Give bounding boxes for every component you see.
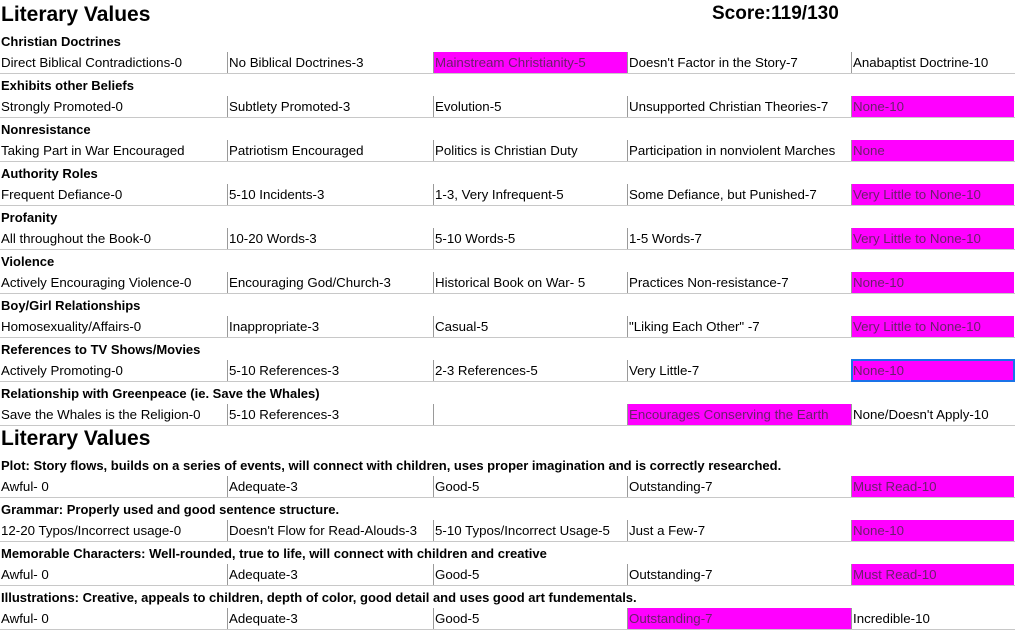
rating-cell[interactable]: None-10 [852,520,1014,541]
rating-cell[interactable]: Anabaptist Doctrine-10 [853,55,989,70]
rating-cell[interactable]: Awful- 0 [0,564,228,585]
rating-cell[interactable]: Good-5 [434,476,628,497]
rating-cell[interactable]: Very Little to None-10 [852,228,1014,249]
rating-cell[interactable]: Adequate-3 [228,608,434,629]
rating-cell[interactable]: Very Little to None-10 [852,316,1014,337]
category-header [0,74,1015,96]
rating-cell[interactable]: Outstanding-7 [628,564,852,585]
rating-cell[interactable]: 1-3, Very Infrequent-5 [434,184,628,205]
category-title[interactable]: Relationship with Greenpeace (ie. Save the Whales) [1,386,320,401]
rating-cell[interactable]: 5-10 Incidents-3 [228,184,434,205]
category-header [0,206,1015,228]
rating-row [0,404,1015,426]
rating-cell[interactable]: 1-5 Words-7 [628,228,852,249]
rating-cell[interactable]: None-10 [852,360,1014,381]
rating-cell[interactable]: 5-10 References-3 [228,404,434,425]
rating-cell[interactable]: Taking Part in War Encouraged [0,140,228,161]
category-title[interactable]: Nonresistance [1,122,91,137]
rating-cell[interactable]: Actively Encouraging Violence-0 [0,272,228,293]
rating-row [0,608,1015,630]
rating-cell[interactable]: 5-10 References-3 [228,360,434,381]
rating-cell[interactable]: Encouraging God/Church-3 [228,272,434,293]
rating-cell[interactable]: Outstanding-7 [628,476,852,497]
category-header [0,542,1015,564]
rating-row [0,140,1015,162]
rating-cell[interactable]: Actively Promoting-0 [0,360,228,381]
rating-cell[interactable]: Awful- 0 [0,476,228,497]
title-row [0,0,1015,30]
score-label[interactable]: Score:119/130 [712,3,839,24]
rating-cell[interactable]: Very Little to None-10 [852,184,1014,205]
rating-row [0,520,1015,542]
rating-row [0,476,1015,498]
rating-cell[interactable]: Awful- 0 [0,608,228,629]
rating-cell[interactable]: Historical Book on War- 5 [434,272,628,293]
rating-cell[interactable]: Some Defiance, but Punished-7 [628,184,852,205]
category-header [0,250,1015,272]
category-title[interactable]: Profanity [1,210,58,225]
rating-cell[interactable]: Evolution-5 [434,96,628,117]
rating-cell[interactable]: 5-10 Words-5 [434,228,628,249]
rating-cell[interactable]: Subtlety Promoted-3 [228,96,434,117]
rating-cell[interactable]: Doesn't Factor in the Story-7 [628,52,852,73]
rating-cell[interactable]: None [852,140,1014,161]
rating-cell[interactable]: Strongly Promoted-0 [0,96,228,117]
category-header [0,294,1015,316]
rating-cell[interactable]: Doesn't Flow for Read-Alouds-3 [228,520,434,541]
rating-cell[interactable]: "Liking Each Other" -7 [628,316,852,337]
category-header [0,454,1015,476]
category-header [0,338,1015,360]
category-header [0,498,1015,520]
rating-cell[interactable]: Politics is Christian Duty [434,140,628,161]
category-title[interactable]: Illustrations: Creative, appeals to children, depth of color, good detail and uses good art fundementals. [1,590,637,605]
rating-cell[interactable]: Casual-5 [434,316,628,337]
rating-cell[interactable]: Just a Few-7 [628,520,852,541]
rating-cell[interactable]: All throughout the Book-0 [0,228,228,249]
rating-cell[interactable]: Adequate-3 [228,564,434,585]
rating-row [0,360,1015,382]
rating-cell[interactable]: 2-3 References-5 [434,360,628,381]
rating-cell[interactable]: Must Read-10 [852,476,1014,497]
rating-cell[interactable]: Save the Whales is the Religion-0 [0,404,228,425]
category-title[interactable]: Boy/Girl Relationships [1,298,141,313]
category-title[interactable]: Memorable Characters: Well-rounded, true to life, will connect with children and creative [1,546,547,561]
rating-cell[interactable]: 12-20 Typos/Incorrect usage-0 [0,520,228,541]
rating-cell[interactable]: 10-20 Words-3 [228,228,434,249]
rating-cell[interactable]: None-10 [852,96,1014,117]
category-title[interactable]: Christian Doctrines [1,34,121,49]
rating-row [0,96,1015,118]
rating-cell[interactable]: Unsupported Christian Theories-7 [628,96,852,117]
rating-cell[interactable]: Mainstream Christianity-5 [434,52,628,73]
rating-cell[interactable]: Inappropriate-3 [228,316,434,337]
section-title[interactable]: Literary Values [1,427,151,450]
rating-row [0,316,1015,338]
rating-cell[interactable]: Direct Biblical Contradictions-0 [0,52,228,73]
sheet-title[interactable]: Literary Values [1,3,151,26]
category-header [0,118,1015,140]
rating-cell[interactable]: Participation in nonviolent Marches [628,140,852,161]
category-title[interactable]: Exhibits other Beliefs [1,78,134,93]
category-title[interactable]: Grammar: Properly used and good sentence structure. [1,502,340,517]
rating-cell[interactable]: Patriotism Encouraged [228,140,434,161]
rating-row [0,52,1015,74]
rating-cell[interactable]: 5-10 Typos/Incorrect Usage-5 [434,520,628,541]
rating-cell[interactable]: None/Doesn't Apply-10 [853,407,989,422]
category-header [0,382,1015,404]
rating-cell[interactable]: Must Read-10 [852,564,1014,585]
rating-cell[interactable]: Good-5 [434,564,628,585]
rating-cell[interactable]: Practices Non-resistance-7 [628,272,852,293]
category-title[interactable]: References to TV Shows/Movies [1,342,201,357]
rating-row [0,184,1015,206]
category-header [0,30,1015,52]
rating-cell[interactable]: Homosexuality/Affairs-0 [0,316,228,337]
rating-cell[interactable]: No Biblical Doctrines-3 [228,52,434,73]
rating-cell[interactable]: Good-5 [434,608,628,629]
category-title[interactable]: Plot: Story flows, builds on a series of events, will connect with children, uses proper imagination and is correctly researched. [1,458,782,473]
rating-cell[interactable]: None-10 [852,272,1014,293]
category-header [0,586,1015,608]
rating-row [0,228,1015,250]
rating-row [0,564,1015,586]
rating-cell[interactable] [434,404,628,425]
category-header [0,162,1015,184]
rating-cell[interactable]: Adequate-3 [228,476,434,497]
rating-cell[interactable]: Outstanding-7 [628,608,852,629]
rating-cell[interactable]: Frequent Defiance-0 [0,184,228,205]
category-title[interactable]: Authority Roles [1,166,98,181]
rating-cell[interactable]: Incredible-10 [853,611,930,626]
category-title[interactable]: Violence [1,254,55,269]
rating-row [0,272,1015,294]
section-title-row [0,426,1015,454]
rating-cell[interactable]: Encourages Conserving the Earth [628,404,852,425]
rating-cell[interactable]: Very Little-7 [628,360,852,381]
